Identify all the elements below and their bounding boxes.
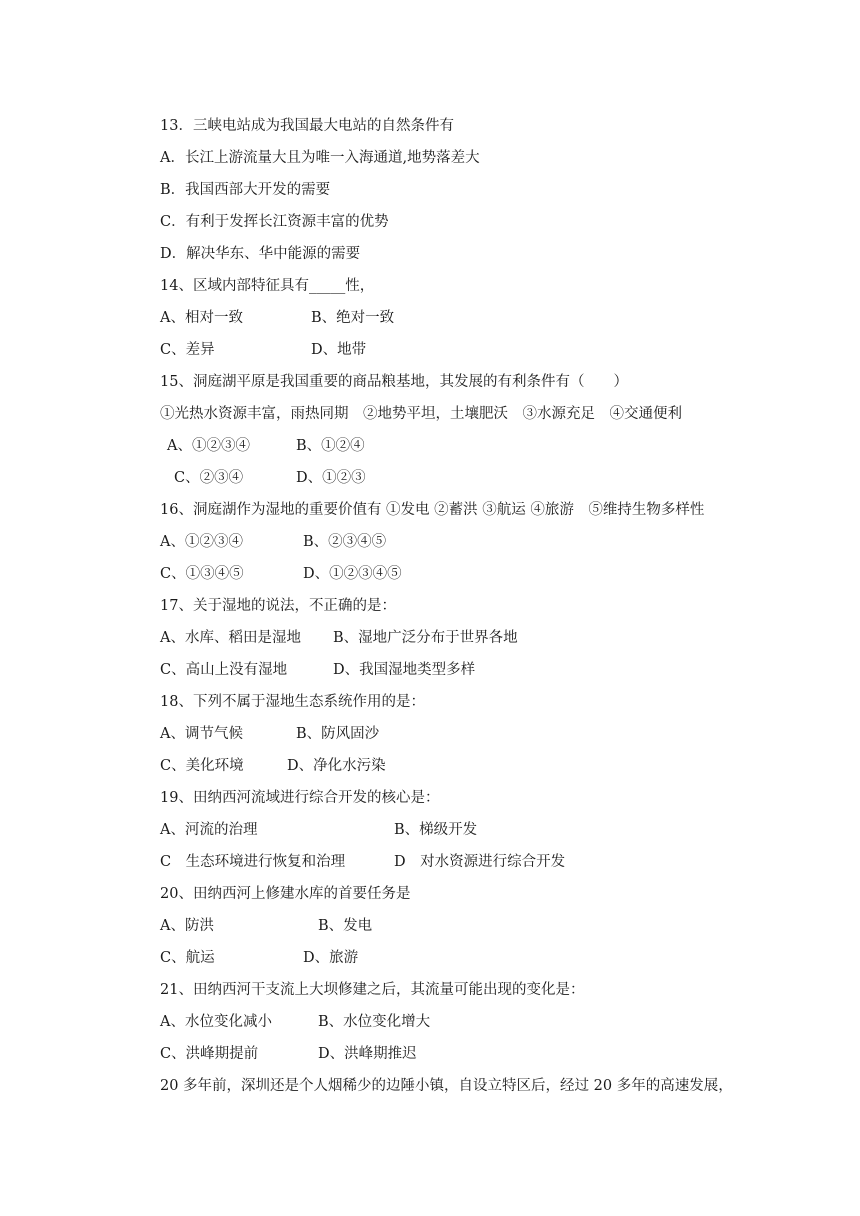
question-17-option-c: C、高山上没有湿地 xyxy=(160,662,288,678)
question-21-option-a: A、水位变化减小 xyxy=(160,1014,272,1030)
question-21-option-b: B、水位变化增大 xyxy=(318,1014,431,1030)
question-20-option-d: D、旅游 xyxy=(303,950,359,966)
question-19-option-d: D 对水资源进行综合开发 xyxy=(394,854,566,870)
question-21-option-d: D、洪峰期推迟 xyxy=(318,1046,417,1062)
question-21-stem: 21、田纳西河干支流上大坝修建之后，其流量可能出现的变化是： xyxy=(160,982,585,998)
question-15-option-c: C、②③④ xyxy=(174,470,244,486)
question-13-option-d: D．解决华东、华中能源的需要 xyxy=(160,246,361,262)
question-18-option-b: B、防风固沙 xyxy=(296,726,380,742)
question-15-option-b: B、①②④ xyxy=(296,438,365,454)
question-20-stem: 20、田纳西河上修建水库的首要任务是 xyxy=(160,886,411,902)
question-19-stem: 19、田纳西河流域进行综合开发的核心是： xyxy=(160,790,440,806)
question-15-conditions: ①光热水资源丰富，雨热同期 ②地势平坦，土壤肥沃 ③水源充足 ④交通便利 xyxy=(160,406,682,422)
question-17-stem: 17、关于湿地的说法，不正确的是： xyxy=(160,598,396,614)
question-14-stem: 14、区域内部特征具有_____性， xyxy=(160,278,375,294)
question-13-option-c: C．有利于发挥长江资源丰富的优势 xyxy=(160,214,389,230)
question-19-option-a: A、河流的治理 xyxy=(160,822,258,838)
question-15-stem: 15、洞庭湖平原是我国重要的商品粮基地，其发展的有利条件有（ ） xyxy=(160,374,628,390)
question-19-option-c: C 生态环境进行恢复和治理 xyxy=(160,854,346,870)
question-17-option-d: D、我国湿地类型多样 xyxy=(333,662,476,678)
question-15-option-d: D、①②③ xyxy=(296,470,366,486)
question-14-option-b: B、绝对一致 xyxy=(311,310,395,326)
question-20-option-c: C、航运 xyxy=(160,950,215,966)
question-15-option-a: A、①②③④ xyxy=(167,438,250,454)
question-13-option-a: A．长江上游流量大且为唯一入海通道,地势落差大 xyxy=(160,150,480,166)
question-16-option-a: A、①②③④ xyxy=(160,534,243,550)
question-18-option-d: D、净化水污染 xyxy=(287,758,386,774)
question-20-option-a: A、防洪 xyxy=(160,918,214,934)
question-20-option-b: B、发电 xyxy=(318,918,373,934)
question-14-option-c: C、差异 xyxy=(160,342,215,358)
question-17-option-b: B、湿地广泛分布于世界各地 xyxy=(333,630,518,646)
question-16-stem: 16、洞庭湖作为湿地的重要价值有 ①发电 ②蓄洪 ③航运 ④旅游 ⑤维持生物多样性 xyxy=(160,502,705,518)
question-18-option-c: C、美化环境 xyxy=(160,758,244,774)
question-16-option-b: B、②③④⑤ xyxy=(303,534,387,550)
question-17-option-a: A、水库、稻田是湿地 xyxy=(160,630,301,646)
question-14-option-d: D、地带 xyxy=(311,342,367,358)
passage-text: 20 多年前，深圳还是个人烟稀少的边陲小镇，自设立特区后，经过 20 多年的高速发展， xyxy=(160,1078,733,1094)
question-18-stem: 18、下列不属于湿地生态系统作用的是： xyxy=(160,694,425,710)
question-14-option-a: A、相对一致 xyxy=(160,310,243,326)
question-18-option-a: A、调节气候 xyxy=(160,726,243,742)
question-21-option-c: C、洪峰期提前 xyxy=(160,1046,259,1062)
question-13-option-b: B．我国西部大开发的需要 xyxy=(160,182,331,198)
question-19-option-b: B、梯级开发 xyxy=(394,822,478,838)
question-13-stem: 13．三峡电站成为我国最大电站的自然条件有 xyxy=(160,118,454,134)
question-16-option-d: D、①②③④⑤ xyxy=(303,566,402,582)
question-16-option-c: C、①③④⑤ xyxy=(160,566,244,582)
